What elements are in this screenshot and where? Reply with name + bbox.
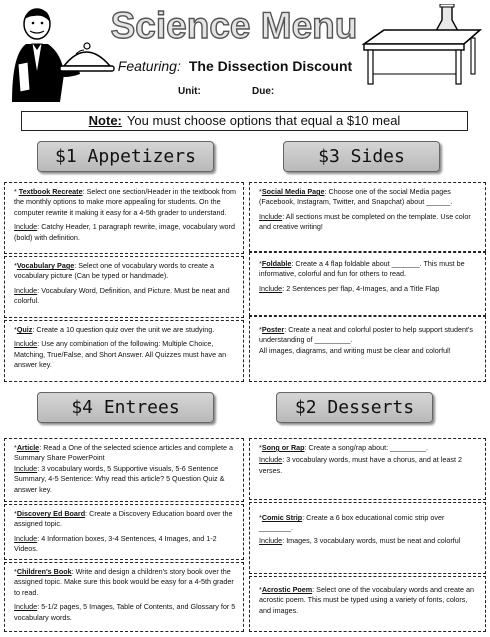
option-title: Children's Book (16, 567, 72, 576)
note-bar (21, 111, 468, 131)
option-title: Social Media Page (261, 187, 325, 196)
option-body: Create a neat and colorful poster to help support student's understanding of _________. (259, 325, 473, 345)
include-text: Use any combination of the following: Multiple Choice, Matching, True/False, and Short Answer. All Quizzes must have an answer key. (14, 339, 227, 370)
entree-option-childrens-book: *Children's Book: Write and design a children's story book over the assigned topic. Make sure this book would be easy for a 4-5th grader to read. Include: 5-1/2 pages, 5 Images, Table of Contents, and Glossary for 5 vocabulary words. (4, 562, 244, 632)
appetizer-option-textbook-recreate: * Textbook Recreate: Select one section/Header in the textbook from the monthly options to make more appealing for students. On the computer rewrite it making it easy for a 4-5th grader to understand. Include: Catchy Header, 1 paragraph rewrite, image, vocabulary word (bold) with definition. (4, 182, 244, 254)
option-body: Create a 10 question quiz over the unit we are studying. (36, 325, 215, 334)
option-body: Select one section/Header in the textbook from the monthly options to make more appealing for students. On the computer rewrite it making it easy for a 4-5th grader to understand. (14, 187, 237, 217)
unit-label: Unit: (178, 86, 201, 97)
include-label: Include (14, 339, 38, 349)
option-title: Vocabulary Page (16, 261, 75, 270)
appetizer-option-vocabulary-page: *Vocabulary Page: Select one of vocabulary words to create a vocabulary picture (Can be typed or handmade). Include: Vocabulary Word, Definition, and Picture. Must be neat and colorful. (4, 256, 244, 318)
include-text: 3 vocabulary words, 5 Supportive visuals, 5-6 Sentence Summary, 4-5 Sentence: Why read this article? 5 Question Quiz & answer key. (14, 463, 225, 494)
include-text: Images, 3 vocabulary words, must be neat and colorful (286, 535, 461, 545)
include-label: Include (259, 211, 283, 221)
include-text: All sections must be completed on the template. Use color and creative writing! (259, 211, 471, 232)
include-text: 2 Sentences per flap, 4-Images, and a Title Flap (286, 283, 440, 293)
option-title: Foldable (261, 259, 292, 268)
option-body: Write and design a children's story book over the assigned topic. Make sure this book would be easy for a 4-5th grader to read. (14, 567, 234, 597)
option-extra: All images, diagrams, and writing must be clear and colorful! (259, 345, 451, 355)
featuring-label: Featuring: (117, 58, 181, 74)
include-label: Include (14, 463, 38, 473)
option-body: Create a 6 box educational comic strip over ________. (259, 513, 445, 533)
option-title: Comic Strip (261, 513, 303, 522)
option-title: Acrostic Poem (261, 585, 313, 594)
include-label: Include (14, 222, 38, 232)
option-title: Discovery Ed Board (16, 509, 86, 518)
include-text: Catchy Header, 1 paragraph rewrite, image, vocabulary word (bold) with definition. (14, 222, 235, 242)
include-label: Include (259, 455, 283, 465)
due-label: Due: (252, 86, 275, 97)
option-title: Poster (261, 325, 285, 334)
include-label: Include (259, 535, 283, 545)
section-header-sides: $3 Sides (283, 141, 440, 172)
featuring-line (100, 58, 370, 74)
option-title: Article (16, 443, 40, 452)
section-header-appetizers: $1 Appetizers (37, 141, 214, 172)
section-header-entrees: $4 Entrees (37, 392, 214, 423)
side-option-foldable: *Foldable: Create a 4 flap foldable about _______. This must be informative, colorful and fun for others to read. Include: 2 Sentences per flap, 4-Images, and a Title Flap (249, 252, 486, 316)
side-option-social-media-page: *Social Media Page: Choose one of the social Media pages (Facebook, Instagram, Twitter, and Snapchat) about ______. Include: All sections must be completed on the template. Use color and creative writing! (249, 182, 486, 252)
include-text: 5-1/2 pages, 5 Images, Table of Contents, and Glossary for 5 vocabulary words. (14, 602, 236, 622)
note-label: Note: (88, 113, 122, 128)
include-label: Include (14, 533, 38, 543)
entree-option-article: *Article: Read a One of the selected science articles and complete a Summary Share PowerPoint Include: 3 vocabulary words, 5 Supportive visuals, 5-6 Sentence Summary, 4-5 Sentence: Why read this article? 5 Question Quiz & answer key. (4, 438, 244, 502)
include-label: Include (259, 283, 283, 293)
entree-option-discovery-ed-board: *Discovery Ed Board: Create a Discovery Education board over the assigned topic. Include: 4 Information boxes, 3-4 Sentences, 4 Images, and 1-2 Videos. (4, 504, 244, 560)
table-illustration (360, 4, 484, 86)
side-option-poster: *Poster: Create a neat and colorful poster to help support student's understanding of _________. All images, diagrams, and writing must be clear and colorful! (249, 316, 486, 382)
option-body: Create a song/rap about: _________. (308, 443, 429, 452)
option-body: Select one of the vocabulary words and create an acrostic poem. This must be typed using a variety of fonts, colors, and images. (259, 585, 474, 615)
dessert-option-comic-strip: *Comic Strip: Create a 6 box educational comic strip over ________. Include: Images, 3 vocabulary words, must be neat and colorful (249, 502, 486, 574)
option-title: Quiz (16, 325, 33, 334)
option-body: Create a 4 flap foldable about _______. This must be informative, colorful and fun for others to read. (259, 259, 465, 279)
option-body: Read a One of the selected science articles and complete a Summary Share PowerPoint (14, 443, 233, 463)
include-text: 4 Information boxes, 3-4 Sentences, 4 Images, and 1-2 Videos. (14, 533, 217, 554)
appetizer-option-quiz: *Quiz: Create a 10 question quiz over the unit we are studying. Include: Use any combination of the following: Multiple Choice, Matching, True/False, and Short Answer. All Quizzes must have an answer key. (4, 320, 244, 382)
option-title: Song or Rap (261, 443, 305, 452)
dessert-option-song-or-rap: *Song or Rap: Create a song/rap about: _________. Include: 3 vocabulary words, must have a chorus, and at least 2 verses. (249, 438, 486, 500)
section-header-desserts: $2 Desserts (276, 392, 433, 423)
waiter-illustration (4, 4, 116, 104)
dessert-option-acrostic-poem: *Acrostic Poem: Select one of the vocabulary words and create an acrostic poem. This must be typed using a variety of fonts, colors, and images. (249, 576, 486, 632)
option-body: Choose one of the social Media pages (Facebook, Instagram, Twitter, and Snapchat) about ______. (259, 187, 453, 207)
menu-title: Science Menu (110, 5, 358, 46)
option-body: Create a Discovery Education board over the assigned topic. (14, 509, 233, 529)
option-body: Select one of vocabulary words to create a vocabulary picture (Can be typed or handmade). (14, 261, 215, 281)
featuring-name: The Dissection Discount (188, 58, 353, 74)
option-title: Textbook Recreate (18, 187, 83, 196)
include-label: Include (14, 285, 38, 295)
note-text: You must choose options that equal a $10 meal (126, 113, 401, 128)
include-text: 3 vocabulary words, must have a chorus, and at least 2 verses. (259, 455, 462, 475)
include-label: Include (14, 602, 38, 612)
include-text: Vocabulary Word, Definition, and Picture. Must be neat and colorful. (14, 285, 230, 306)
